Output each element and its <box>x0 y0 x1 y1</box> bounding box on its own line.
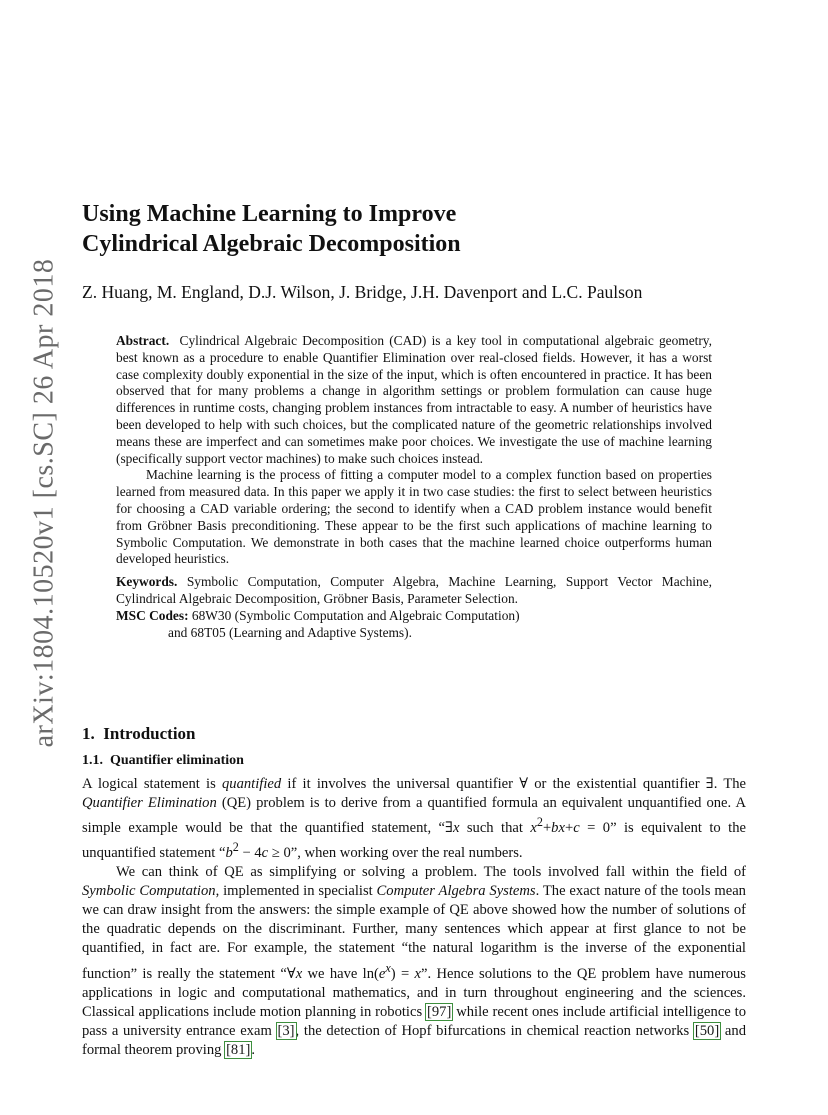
subsection-heading <box>82 753 244 769</box>
keywords <box>116 574 712 608</box>
body-text <box>82 775 746 1060</box>
citation-link[interactable]: [3] <box>277 1022 295 1039</box>
citation-link[interactable]: [81] <box>226 1041 251 1058</box>
msc-codes <box>116 608 712 625</box>
term-symbolic-computation: Symbolic Computation <box>82 883 216 900</box>
math-discriminant: $b^2 - 4c \ge 0$ <box>225 840 291 861</box>
term-quantified: quantified <box>221 776 282 792</box>
math-quadratic: $x^2+bx+c = 0$ <box>530 815 611 837</box>
body-paragraph-1: A logical statement is quantified if it involves the universal quantifier ∀ or the existential quantifier ∃. The Quantifier Elimination (QE) problem is to derive from a quantified formula an equivalent unquantified one. A simple example would be that the quantified statement, “∃x such that $x^2+bx+c = 0$” is equivalent to the unquantified statement “$b^2 - 4c \ge 0$”, when working over the real numbers. <box>82 776 747 861</box>
section-title: Introduction <box>103 724 196 743</box>
arxiv-sidebar <box>22 240 66 765</box>
citation-link[interactable]: [50] <box>694 1022 720 1039</box>
body-paragraph-2: We can think of QE as simplifying or solving a problem. The tools involved fall within the field of Symbolic Computation, implemented in specialist Computer Algebra Systems. The exact nature of the tools mean we can draw insight from the answers: the simple example of QE above showed how the number of solutions of the quadratic depends on the discriminant. Further, many sentences which appear at first glance to not be quantified, in fact are. For example, the statement “the natural logarithm is the inverse of the exponential function” is really the statement “∀x we have $\ln(e^x) = x$”. Hence solutions to the QE problem have numerous applications in logic and computational mathematics, and in turn throughout engineering and the sciences. Classical applications include motion planning in robotics [97] while recent ones include artificial intelligence to pass a university entrance exam [3], the detection of Hopf bifurcations in chemical reaction networks [50] and formal theorem proving [81]. <box>82 864 746 1058</box>
citation-link[interactable]: [97] <box>427 1003 452 1020</box>
msc-line-1: 68W30 (Symbolic Computation and Algebraic Computation) <box>191 607 520 623</box>
abstract <box>116 333 712 641</box>
subsection-title: Quantifier elimination <box>110 753 244 768</box>
abstract-text-1: Cylindrical Algebraic Decomposition (CAD) is a key tool in computational algebraic geometry, best known as a procedure to enable Quantifier Elimination over real-closed fields. However, it has a worst case complexity doubly exponential in the size of the input, which is often encountered in practice. It has been observed that for many problems a change in algorithm settings or problem formulation can cause huge differences in runtime costs, changing problem instances from intractable to easy. A number of heuristics have been developed to help with such choices, but the complicated nature of the geometric relationships involved means these are imperfect and can sometimes make poor choices. We investigate the use of machine learning (specifically support vector machines) to make such choices instead. <box>116 333 712 466</box>
section-heading <box>82 724 196 744</box>
abstract-paragraph-1 <box>116 333 712 467</box>
subsection-number: 1.1. <box>82 753 103 768</box>
section-number: 1. <box>82 724 95 743</box>
title-line-1: Using Machine Learning to Improve <box>82 201 457 227</box>
msc-line-2: and 68T05 (Learning and Adaptive Systems). <box>168 624 412 640</box>
msc-label: MSC Codes: <box>116 607 189 623</box>
term-computer-algebra-systems: Computer Algebra Systems <box>376 883 536 900</box>
term-quantifier-elimination: Quantifier Elimination <box>82 795 217 812</box>
keywords-text: Symbolic Computation, Computer Algebra, Machine Learning, Support Vector Machine, Cylindrical Algebraic Decomposition, Gröbner Basis, Parameter Selection. <box>116 574 712 606</box>
paper-title <box>82 199 722 259</box>
arxiv-identifier: arXiv:1804.10520v1 [cs.SC] 26 Apr 2018 <box>28 258 60 747</box>
abstract-label: Abstract. <box>116 333 170 348</box>
author-list: Z. Huang, M. England, D.J. Wilson, J. Bridge, J.H. Davenport and L.C. Paulson <box>82 282 643 302</box>
keywords-label: Keywords. <box>116 574 178 590</box>
title-line-2: Cylindrical Algebraic Decomposition <box>82 231 461 257</box>
abstract-paragraph-2: Machine learning is the process of fitting a computer model to a complex function based on properties learned from measured data. In this paper we apply it in two case studies: the first to select between heuristics for choosing a CAD variable ordering; the second to identify when a CAD problem instance would benefit from Gröbner Basis preconditioning. These appear to be the first such applications of machine learning to Symbolic Computation. We demonstrate in both cases that the machine learned choice outperforms human developed heuristics. <box>116 467 712 567</box>
